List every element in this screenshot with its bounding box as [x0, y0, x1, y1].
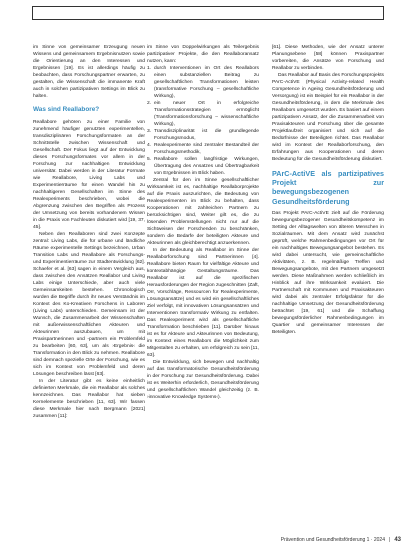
list-number: 4.	[147, 143, 152, 148]
list-text: ein neuer Ort in erfolgreiche Transformationsstrategien ermöglicht (Transformationsforschung – wissenschaftliche Wirkung),	[154, 101, 259, 127]
paragraph: In der Bedeutung als Reallabor im Sinne der Reallaborforschung sind Partnerinnen [4]. Reallabore bieten Raum für vielfältige Akteure und kontextabhängige Gestaltungsräume. Das Reallabor ist auf die spezifischen Herausforderungen der Region zugeschnitten (Zaft, Orr, Vorschläge, Ressourcen für Realexperimente, Lösungsansätze) und es wird ein gesellschaftliches Ziel verfolgt, mit innovativen Lösungsansätzen und Interventionen transformativ Wirkung zu entfalten. Das Realexperiment wird als gesellschaftliche Transformation beschrieben [11]. Darüber hinaus ist es für Akteure und Akteurinnen von Bedeutung, im Kontext eines Reallabors die Möglichkeit zum Mitgestalten zu erhalten, um erfolgreich zu sein [11, 63].	[147, 248, 259, 358]
paragraph: Reallabore gehören zu einer Familie von zunehmend häufiger genutzten experimentellen, transdisziplinären Forschungsformaten an der Schnittstelle zwischen Wissenschaft und Gesellschaft. Der Fokus liegt auf der Entwicklung dieses Forschungsformates vor allem in der Forschung zur nachhaltigen Entwicklung universitär. Dabei werden in der Literatur Formate wie Reallabore, Living Labs und Experimentierräume für einen Wandel hin zu nachhaltigeren Gesellschaften im Sinne des Realexperiments beschrieben, wobei die Abgrenzung zwischen den Begriffen als Prozess der Umsetzung von bereits vorhandenem Wissen in die Praxis von Fachleuten diskutiert wird [19, 37, 45].	[33, 119, 145, 230]
list-item	[147, 128, 259, 142]
column-2	[147, 44, 259, 401]
section-heading: Was sind Reallabore?	[33, 106, 100, 113]
list-item	[147, 142, 259, 156]
list-number: 1.	[147, 66, 152, 71]
list-item	[147, 156, 259, 177]
criteria-list	[147, 65, 259, 177]
list-number: 5.	[147, 157, 152, 162]
paragraph: Zentral für den im Sinne gesellschaftlicher Wirksamkeit ist es, nachhaltige Reallaborprojekte auf die Praxis auszurichten, die Bedeutung von Realexperimenten im Blick zu behalten, dass Kooperationen mit zahlreichen Partnern zu berücksichtigen sind, Weiter gilt es, die zu lösenden Problemstellungen nicht nur auf die Sichtweisen der Forschenden zu beschränken, sondern die Bedarfe der beteiligten Akteure und Akteurinnen als gleichberechtigt anzuerkennen.	[147, 178, 259, 246]
paragraph: im Sinne von Doppelwirkungen als Teilergebnis partizipativer Projekte, die den Reallaboransatz nutzen, kann:	[147, 45, 259, 64]
page-footer	[281, 537, 401, 543]
column-3	[272, 44, 384, 336]
paragraph: im Sinne von gemeinsamer Erzeugung neuen Wissens und gemeinsamem Ergebnisnutzen sowie die Orientierung an den Interessen und Ergebnissen [19]. Es ist allerdings häufig zu beobachten, dass Forschungspartner erwarten, zu gestalten, die Wissenschaft die immanente Kraft auch in solchen partizipativen Settings im Blick zu halten.	[33, 45, 145, 99]
paragraph: Das Reallabor auf Basis des Forschungsprojekts PArC-ActiVE (Physical Activity-related Health Competence in Ageing Gesundheitsförderung und Versorgung) ist ein Beispiel für ein Reallabor in der Gesundheitsförderung, in dem die Merkmale des Reallabors umgesetzt wurden. Es basiert auf einem partizipativen Ansatz, der die Zusammenarbeit von Praxisakteuren und Forschung über die gesamte Projektlaufzeit organisiert und sich auf die Bedürfnisse der Beteiligten richtet. Das Reallabor wird im Kontext der Reallaborforschung, den Erfahrungen aus Kooperationen und deren Bedeutung für die Gesundheitsförderung diskutiert.	[272, 73, 384, 162]
list-number: 3.	[147, 129, 152, 134]
page-number: 43	[394, 537, 401, 543]
header-rule-box	[32, 6, 384, 20]
paragraph: [61]. Diese Methoden, wie der Ansatz unterer Planungsebene [58] können Praxispartner vorbereiten, die Ansätze von Forschung und Reallabor zu verbinden.	[272, 45, 384, 71]
section-heading: PArC-ActiVE als partizipatives Projekt zur bewegungsbezogenen Gesundheitsförderung	[272, 169, 384, 206]
list-text: durch Interventionen im Ort des Reallabors einen substanziellen Beitrag zu gesellschaftlichen Transformationen leisten (transformative Forschung – gesellschaftliche Wirkung),	[154, 66, 259, 99]
list-text: Reallabore sollen langfristige Wirkungen, Übertragung des Ansatzes und Übertragbarkeit von Ergebnissen im Blick haben.	[154, 157, 259, 176]
paragraph: Das Projekt PArC-ActiVE zielt auf die Förderung bewegungsbezogener Gesundheitskompetenz im Setting der Alltagswelten von älteren Menschen in Sozialräumen. Mit dem Ansatz wird zunächst geprüft, welche Rahmenbedingungen vor Ort für ein nachhaltiges Bewegungsangebot bestehen. Es wird dabei untersucht, wie gemeinschaftliche Aktivitäten, z. B. regelmäßige Treffen und Bewegungsangebote, mit den Partnern umgesetzt werden. Diese Maßnahmen werden schließlich im Hinblick auf ihre Wirksamkeit evaluiert. Die Partnerschaft mit Kommunen und Praxisakteuren wird dabei als zentraler Erfolgsfaktor für die nachhaltige Umsetzung der Gesundheitsförderung betrachtet [19, 61] und die Schaffung bewegungsförderlicher Rahmenbedingungen im Quartier und gemeinsamer Interessen der Beteiligten.	[272, 210, 384, 335]
list-text: Transdisziplinarität ist die grundlegende Forschungsmodus,	[154, 129, 259, 141]
footer-separator: |	[389, 537, 391, 543]
journal-name: Prävention und Gesundheitsförderung 1 · 2024	[280, 537, 385, 543]
list-text: Realexperimente sind zentraler Bestandteil der Forschungsmethodik,	[154, 143, 259, 155]
list-item	[147, 100, 259, 128]
list-number: 2.	[147, 101, 152, 106]
paragraph: In der Literatur gibt es keine einheitlich definierten Merkmale, die ein Reallabor als solches kennzeichnen. Das Reallabor hat sieben Kernelemente beschrieben [11, 63]. Wir fassen diese Merkmale hier nach Bergmann [2021] zusammen [11]:	[33, 378, 145, 419]
list-item	[147, 65, 259, 100]
paragraph: Neben den Reallaboren sind zwei Konzepte zentral: Living Labs, die für urbane und ländliche Räume experimentelle Settings bezeichnen, Urban Transition Labs und Reallabore als Forschungs- und Experimentierräume zur Stadtentwicklung [62]. Schaefer et al. [63] sagen in einem Vergleich aus, dass zwischen den Ansätzen Reallabor und Living Labs einige Unterschiede, aber auch viele Gemeinsamkeiten bestehen. Chronologisch wurden die Begriffe durch ihr neues Verständnis im Kontext des Ko-Kreativen Forschens in Laboren (Living Labs) unterschieden. Gemeinsam ist der Wunsch, die Zusammenarbeit der Wissenschaften mit außerwissenschaftlichen Akteuren und Akteurinnen auszubauen, um mit Praxispartnerinnen und -partnern ein Problemfeld zu bearbeiten [60, 63], um als ›Ergebnis‹ die Transformation in den Blick zu nehmen. Reallabore sind demnach spezielle Orte der Forschung, wie es sich im Kontext von Problemfeld und deren Lösungen beschreiben lässt [63].	[33, 231, 145, 377]
paragraph: Die Entwicklung, sich bewegen und nachhaltig auf das transformatorische Gesundheitsförderung in der Forschung zur Gesundheitsförderung. Dabei ist es Weiterhin erforderlich, Gesundheitsförderung und gesellschaftlichen Wandel gleichzeitig (z. B. ›innovative Knowledge Systems‹).	[147, 360, 259, 400]
column-1	[33, 44, 145, 420]
